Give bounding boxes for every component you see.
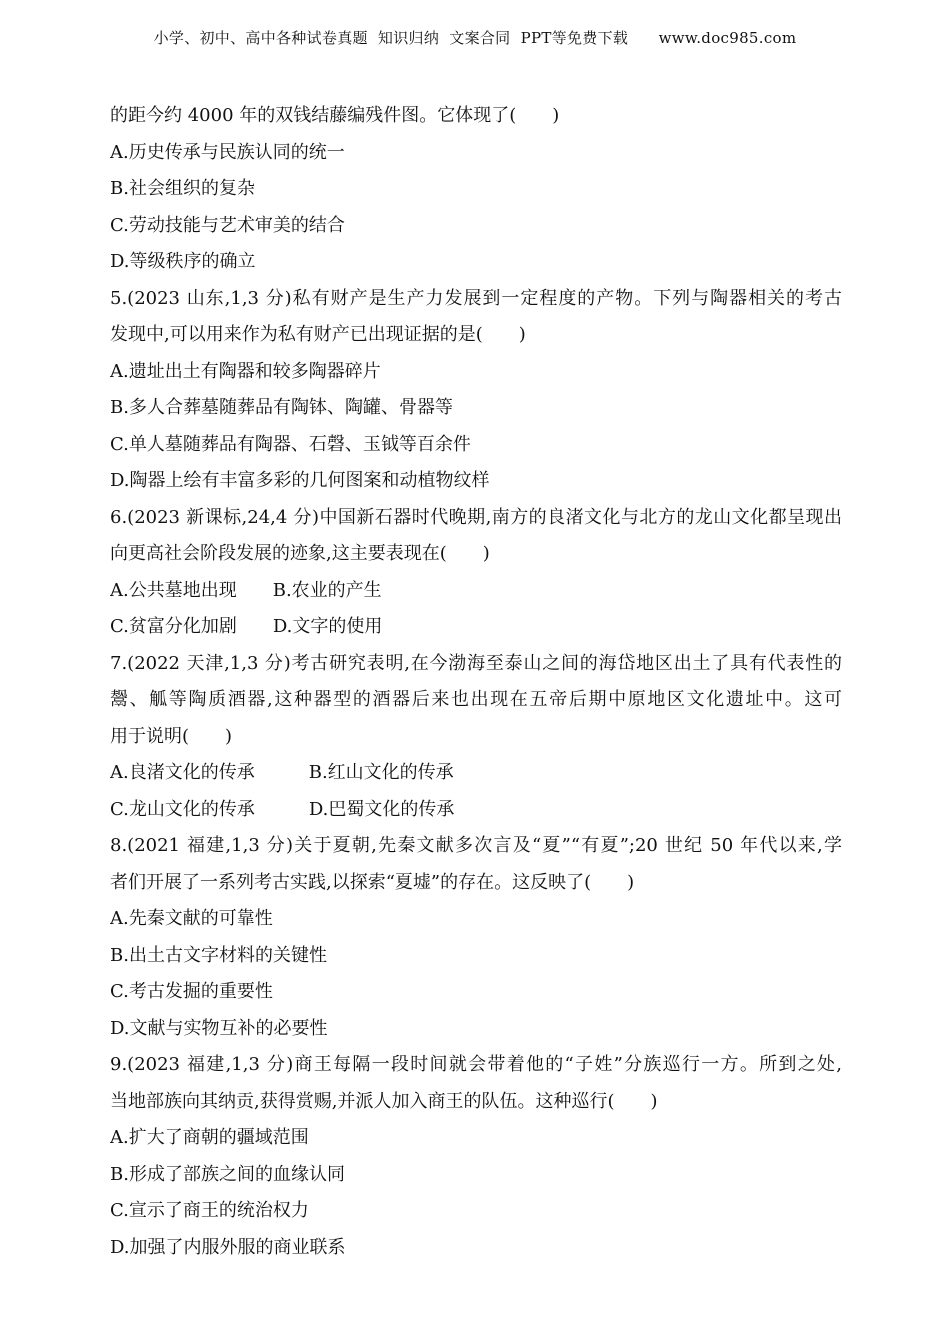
option-d: D.等级秩序的确立 — [110, 251, 256, 272]
question-stem-line: 6.(2023 新课标,24,4 分)中国新石器时代晚期,南方的良渚文化与北方的龙山文化都呈现出 — [110, 506, 842, 528]
question-stem-line: 用于说明( ) — [110, 725, 233, 747]
question-stem-line: 8.(2021 福建,1,3 分)关于夏朝,先秦文献多次言及“夏”“有夏”;20 世纪 50 年代以来,学 — [110, 835, 842, 856]
option-d: D.加强了内服外服的商业联系 — [110, 1236, 346, 1258]
question-5 — [110, 281, 842, 500]
option-c: C.单人墓随葬品有陶器、石磬、玉钺等百余件 — [110, 433, 471, 455]
option-d: D.文字的使用 — [272, 616, 383, 637]
question-stem-line: 发现中,可以用来作为私有财产已出现证据的是( ) — [110, 324, 526, 345]
question-stem-line: 者们开展了一系列考古实践,以探索“夏墟”的存在。这反映了( ) — [110, 871, 635, 893]
option-d: D.陶器上绘有丰富多彩的几何图案和动植物纹样 — [110, 470, 490, 491]
option-c: C.龙山文化的传承 — [110, 798, 255, 820]
option-a: A.遗址出土有陶器和较多陶器碎片 — [110, 360, 381, 382]
question-stem-line: 向更高社会阶段发展的迹象,这主要表现在( ) — [110, 543, 490, 564]
option-row — [110, 573, 842, 610]
question-stem-line: 5.(2023 山东,1,3 分)私有财产是生产力发展到一定程度的产物。下列与陶器相关的考古 — [110, 287, 842, 309]
option-b: B.红山文化的传承 — [308, 762, 454, 783]
option-a: A.先秦文献的可靠性 — [110, 908, 273, 929]
question-stem-line: 鬶、觚等陶质酒器,这种器型的酒器后来也出现在五帝后期中原地区文化遗址中。这可 — [110, 689, 842, 710]
option-row — [110, 792, 842, 829]
option-row — [110, 609, 842, 646]
question-7 — [110, 646, 842, 829]
question-stem-line: 的距今约 4000 年的双钱结藤编残件图。它体现了( ) — [110, 105, 560, 126]
question-8 — [110, 828, 842, 1047]
option-c: C.宣示了商王的统治权力 — [110, 1200, 309, 1221]
option-a: A.历史传承与民族认同的统一 — [110, 141, 345, 163]
question-content — [110, 98, 842, 1266]
option-b: B.多人合葬墓随葬品有陶钵、陶罐、骨器等 — [110, 397, 453, 418]
question-6 — [110, 500, 842, 646]
question-stem-line: 当地部族向其纳贡,获得赏赐,并派人加入商王的队伍。这种巡行( ) — [110, 1090, 658, 1112]
option-a: A.扩大了商朝的疆域范围 — [110, 1127, 309, 1148]
option-b: B.农业的产生 — [272, 579, 382, 601]
option-d: D.巴蜀文化的传承 — [308, 798, 455, 820]
option-a: A.公共墓地出现 — [110, 579, 237, 601]
option-c: C.贫富分化加剧 — [110, 616, 237, 637]
question-4 — [110, 98, 842, 281]
question-9 — [110, 1047, 842, 1266]
option-b: B.形成了部族之间的血缘认同 — [110, 1163, 345, 1185]
option-b: B.社会组织的复杂 — [110, 178, 255, 199]
option-a: A.良渚文化的传承 — [110, 762, 255, 783]
option-d: D.文献与实物互补的必要性 — [110, 1017, 328, 1039]
option-b: B.出土古文字材料的关键性 — [110, 944, 327, 966]
question-stem-line: 9.(2023 福建,1,3 分)商王每隔一段时间就会带着他的“子姓”分族巡行一方。所到之处, — [110, 1054, 842, 1075]
option-c: C.考古发掘的重要性 — [110, 981, 273, 1002]
option-row — [110, 755, 842, 792]
option-c: C.劳动技能与艺术审美的结合 — [110, 214, 345, 236]
page-header: 小学、初中、高中各种试卷真题 知识归纳 文案合同 PPT等免费下载 www.doc985.com — [153, 29, 797, 47]
question-stem-line: 7.(2022 天津,1,3 分)考古研究表明,在今渤海至泰山之间的海岱地区出土了具有代表性的 — [110, 652, 842, 674]
